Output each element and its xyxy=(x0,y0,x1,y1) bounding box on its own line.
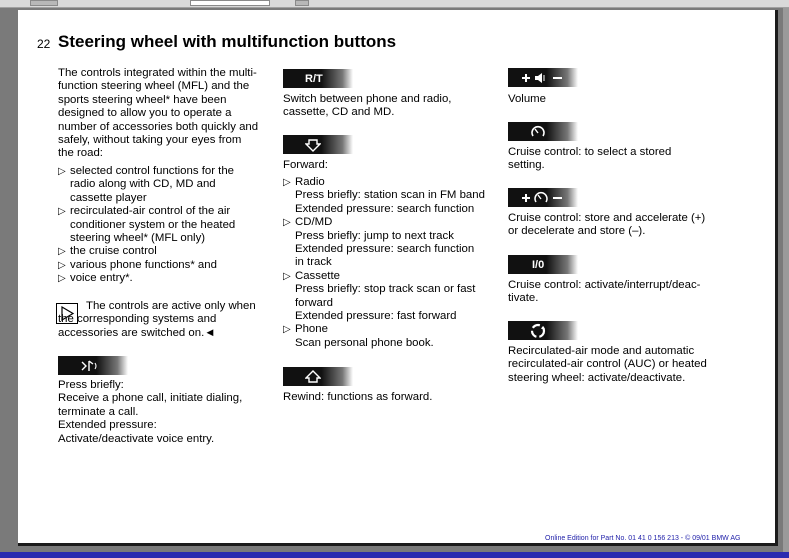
rt-description: Switch between phone and radio, cassette, CD and MD. xyxy=(283,93,452,119)
arrow-down-icon xyxy=(305,138,321,152)
rewind-key xyxy=(283,367,353,386)
recirc-key xyxy=(508,321,578,340)
forward-key xyxy=(283,135,353,154)
viewer-toolbar xyxy=(0,0,789,8)
triangle-bullet-icon: ▷ xyxy=(58,259,66,271)
voice-entry-icon xyxy=(80,359,98,373)
forward-heading: Forward: xyxy=(283,159,328,171)
page-title: Steering wheel with multifunction buttons xyxy=(58,32,397,51)
list-item: ▷ CD/MD Press briefly: jump to next track Extended pressure: search function in track xyxy=(283,216,475,269)
rt-key: R/T xyxy=(283,69,353,88)
cruise-store-description: Cruise control: store and accelerate (+) or decelerate and store (–). xyxy=(508,212,706,238)
arrow-up-icon xyxy=(305,370,321,384)
list-item: ▷ various phone functions* and xyxy=(58,258,217,271)
feature-list xyxy=(58,165,283,286)
triangle-bullet-icon: ▷ xyxy=(58,166,66,177)
io-key: I/0 xyxy=(508,255,578,274)
list-item: ▷ voice entry*. xyxy=(58,272,133,285)
intro-text: The controls integrated within the multi- function steering wheel (MFL) and the sports steering wheel* have been designed to allow you to operate a number of accessories both quickly and safely, without taking your eyes from the road: xyxy=(58,67,259,160)
toolbar-field[interactable] xyxy=(190,0,270,6)
page-number: 22 xyxy=(37,37,51,51)
toolbar-button[interactable] xyxy=(295,0,309,6)
triangle-bullet-icon: ▷ xyxy=(283,177,291,188)
recirc-description: Recirculated-air mode and automatic recirculated-air control (AUC) or heated steering wheel: activate/deactivate. xyxy=(508,345,707,384)
cruise-control-icon xyxy=(530,125,546,139)
list-item: ▷ the cruise control xyxy=(58,245,157,258)
list-item: ▷ Radio Press briefly: station scan in FM band Extended pressure: search function xyxy=(283,176,485,215)
cruise-store-key xyxy=(508,188,578,207)
cruise-activate-description: Cruise control: activate/interrupt/deac- tivate. xyxy=(508,279,701,305)
plus-cruise-minus-icon xyxy=(520,191,568,205)
forward-list xyxy=(283,176,513,350)
cruise-select-description: Cruise control: to select a stored setting. xyxy=(508,146,672,172)
plus-speaker-minus-icon xyxy=(520,71,568,85)
triangle-bullet-icon: ▷ xyxy=(58,206,66,218)
vertical-scrollbar[interactable] xyxy=(783,8,789,552)
voice-entry-description: Press briefly: Receive a phone call, initiate dialing, terminate a call. Extended pressure: Activate/deactivate voice entry. xyxy=(58,379,243,445)
toolbar-button[interactable] xyxy=(30,0,58,6)
triangle-bullet-icon: ▷ xyxy=(283,217,291,229)
recirculated-air-icon xyxy=(530,323,546,339)
list-item: ▷ selected control functions for the radio along with CD, MD and cassette player xyxy=(58,165,234,204)
list-item: ▷ Phone Scan personal phone book. xyxy=(283,323,434,349)
volume-description: Volume xyxy=(508,93,546,105)
triangle-bullet-icon: ▷ xyxy=(283,324,291,336)
voice-entry-key xyxy=(58,356,128,375)
rewind-description: Rewind: functions as forward. xyxy=(283,391,433,403)
cruise-select-key xyxy=(508,122,578,141)
triangle-bullet-icon: ▷ xyxy=(58,246,66,258)
triangle-bullet-icon: ▷ xyxy=(283,270,291,282)
page-footer: Online Edition for Part No. 01 41 0 156 213 - © 09/01 BMW AG xyxy=(545,535,741,542)
status-bar xyxy=(0,552,789,558)
volume-key xyxy=(508,68,578,87)
list-item: ▷ Cassette Press briefly: stop track scan or fast forward Extended pressure: fast forward xyxy=(283,269,476,323)
triangle-bullet-icon: ▷ xyxy=(58,273,66,285)
list-item: ▷ recirculated-air control of the air conditioner system or the heated steering wheel* (MFL only) xyxy=(58,205,236,245)
document-page xyxy=(18,10,778,546)
note-text: The controls are active only when the corresponding systems and accessories are switched on.◄ xyxy=(58,300,256,339)
